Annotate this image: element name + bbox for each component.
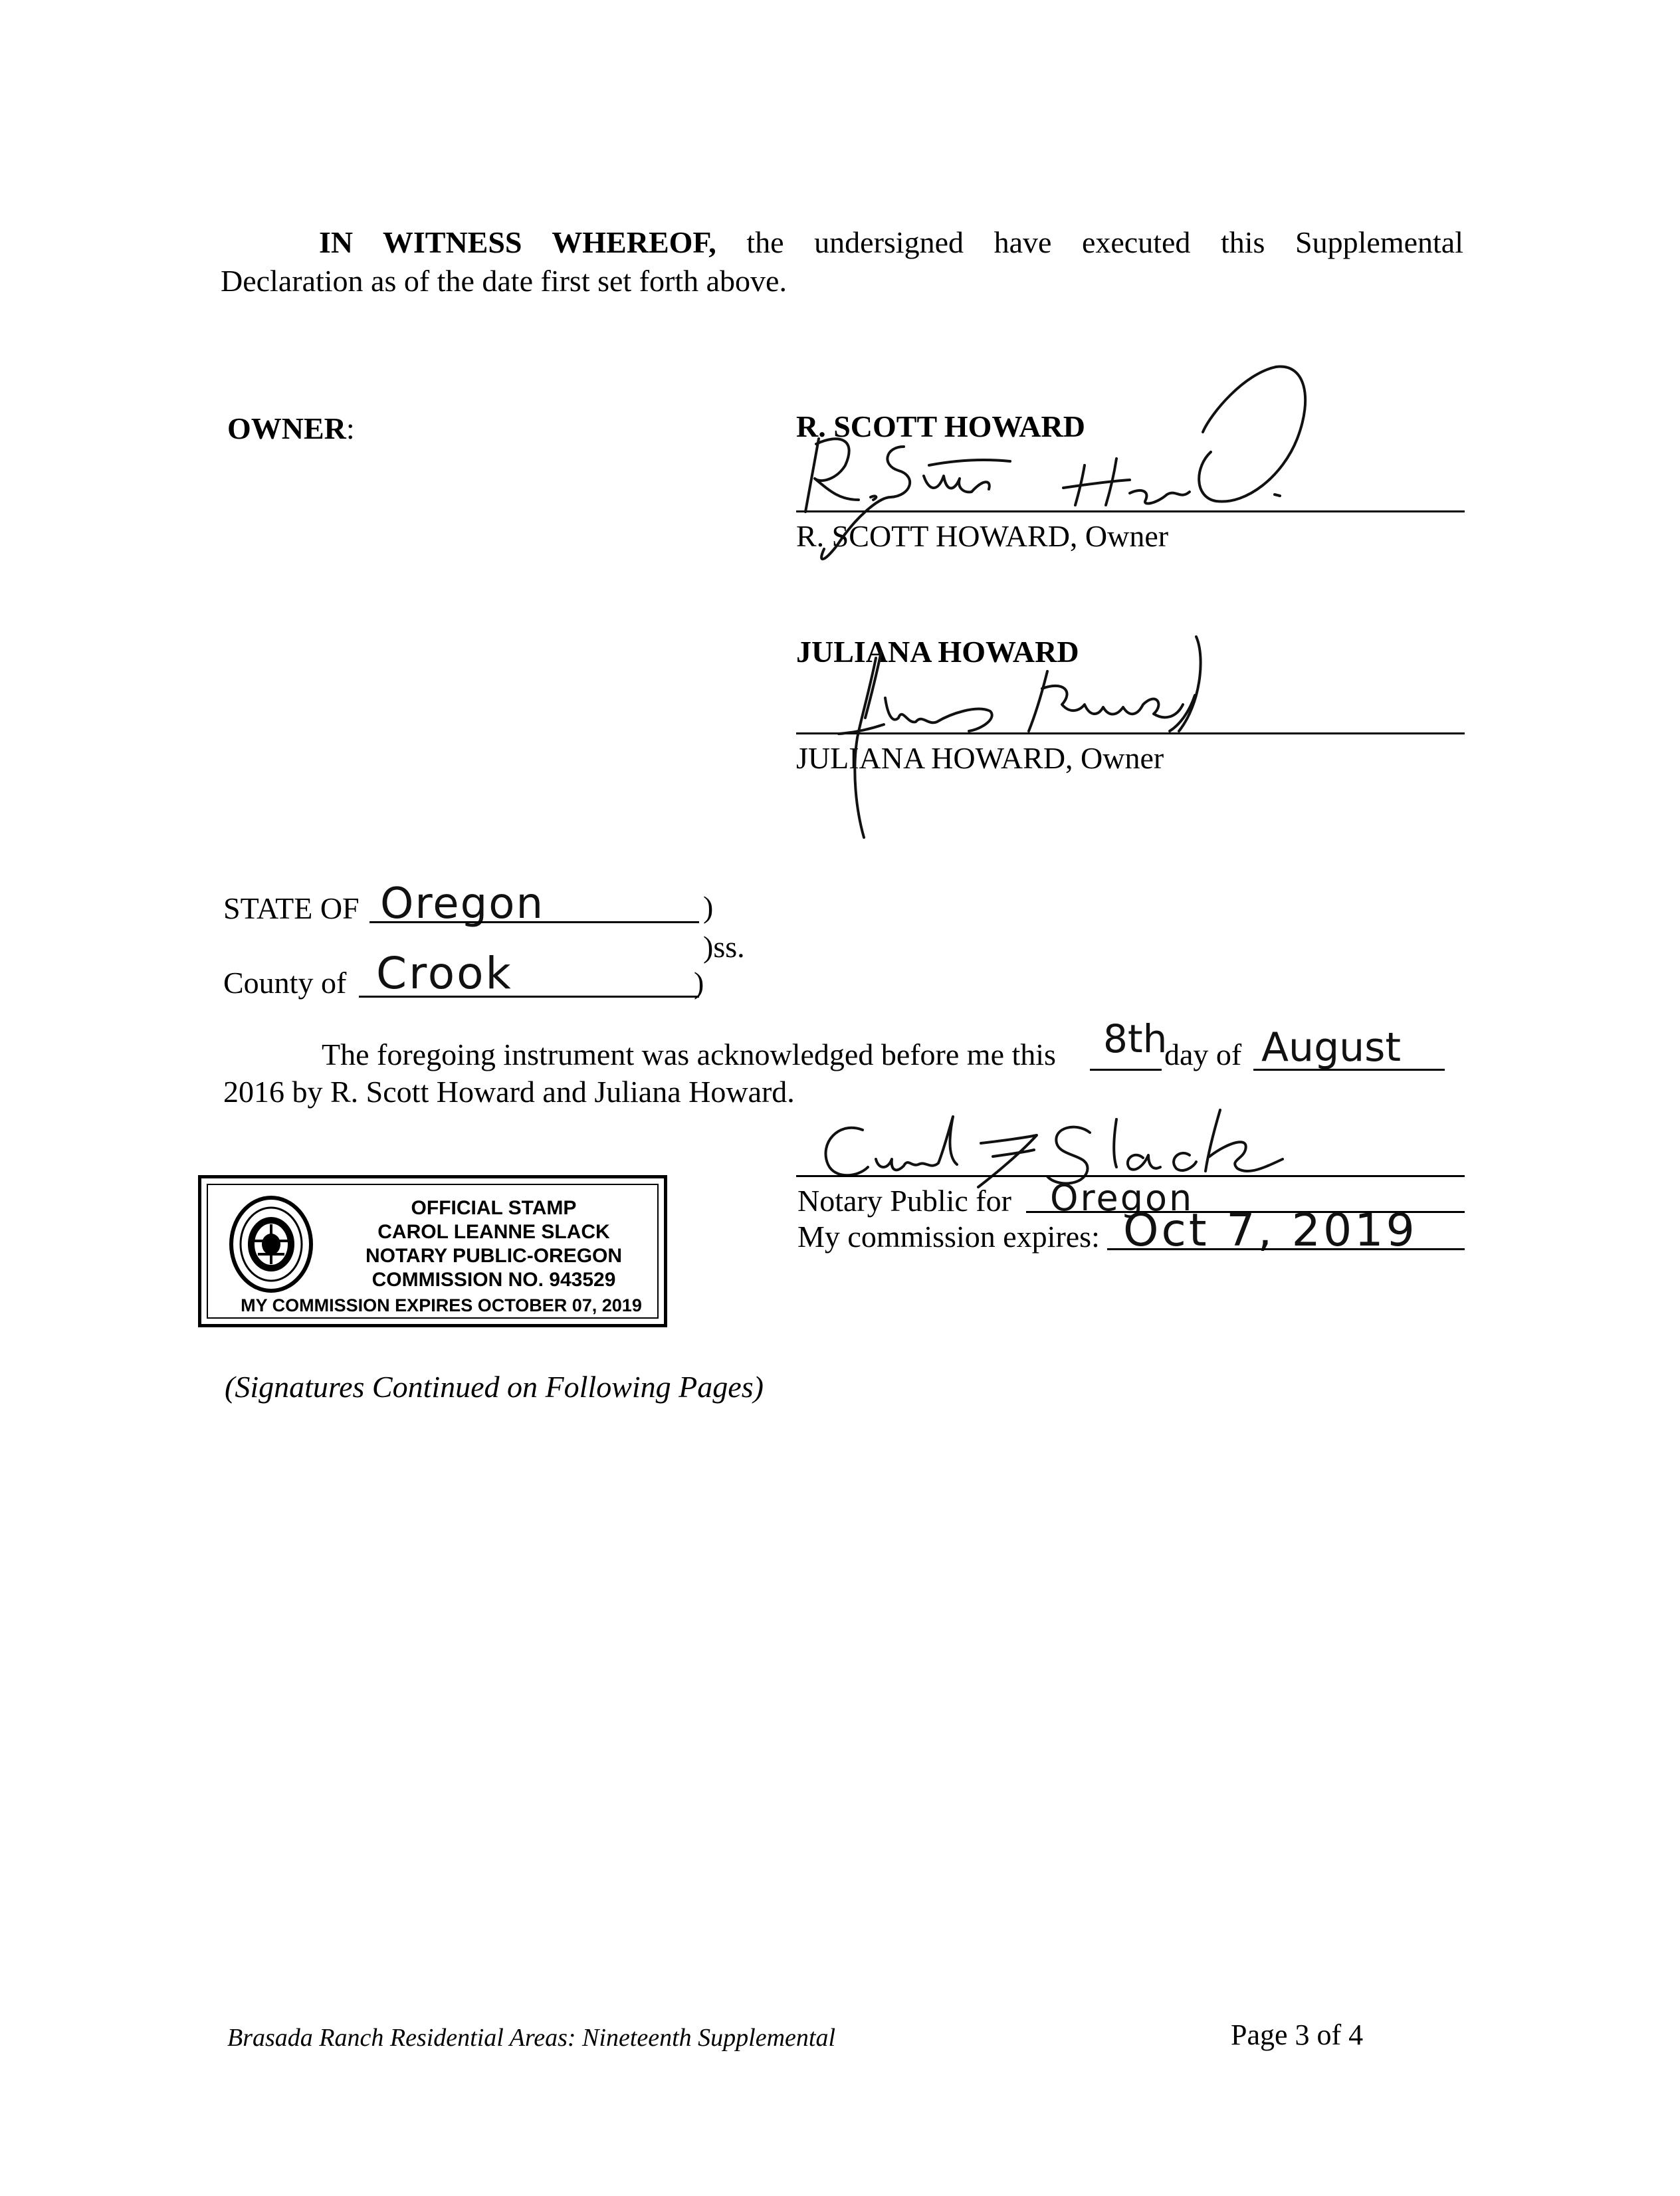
stamp-line-2: CAROL LEANNE SLACK <box>377 1221 610 1243</box>
ack-part-1: The foregoing instrument was acknowledged before me this <box>322 1038 1056 1071</box>
stamp-line-5: MY COMMISSION EXPIRES OCTOBER 07, 2019 <box>241 1295 642 1315</box>
county-paren: ) <box>694 966 704 1000</box>
witness-line1-rest: the undersigned have executed this Supplemental <box>746 225 1463 259</box>
state-handwritten: Oregon <box>380 879 544 929</box>
county-label: County of <box>223 966 347 1000</box>
stamp-line-4: COMMISSION NO. 943529 <box>371 1269 616 1291</box>
notary-public-for-handwritten: Oregon <box>1050 1177 1194 1219</box>
state-label: STATE OF <box>223 891 360 925</box>
ack-month-handwritten: August <box>1261 1024 1401 1071</box>
county-handwritten: Crook <box>376 948 513 999</box>
signer-caption-2: JULIANA HOWARD, Owner <box>796 741 1164 775</box>
signer-heading-1: R. SCOTT HOWARD <box>796 409 1085 443</box>
footer-title: Brasada Ranch Residential Areas: Nineteenth Supplemental <box>227 2024 836 2052</box>
stamp-line-3: NOTARY PUBLIC-OREGON <box>365 1245 623 1267</box>
commission-expires-line <box>1107 1248 1465 1250</box>
oregon-seal-icon <box>228 1194 314 1294</box>
signer-heading-2: JULIANA HOWARD <box>796 635 1079 669</box>
ack-day-handwritten: 8th <box>1103 1016 1168 1061</box>
signer-caption-1: R. SCOTT HOWARD, Owner <box>796 519 1169 553</box>
signatures-continued-note: (Signatures Continued on Following Pages) <box>225 1370 764 1404</box>
owner-label: OWNER <box>227 411 346 445</box>
state-paren: ) <box>703 890 714 924</box>
footer-page-number: Page 3 of 4 <box>1231 2019 1364 2051</box>
stamp-line-1: OFFICIAL STAMP <box>411 1197 577 1219</box>
ack-part-2: day of <box>1164 1038 1242 1071</box>
owner-colon: : <box>346 411 355 445</box>
notary-public-for-label: Notary Public for <box>797 1184 1011 1218</box>
ack-line-2: 2016 by R. Scott Howard and Juliana Howard. <box>223 1075 795 1109</box>
ss-label: )ss. <box>703 930 745 964</box>
witness-line-2: Declaration as of the date first set forth above. <box>221 264 787 298</box>
commission-expires-label: My commission expires: <box>797 1220 1100 1254</box>
commission-expires-handwritten: Oct 7, 2019 <box>1123 1204 1418 1257</box>
official-stamp <box>198 1175 667 1327</box>
witness-lead: IN WITNESS WHEREOF, <box>319 225 716 259</box>
